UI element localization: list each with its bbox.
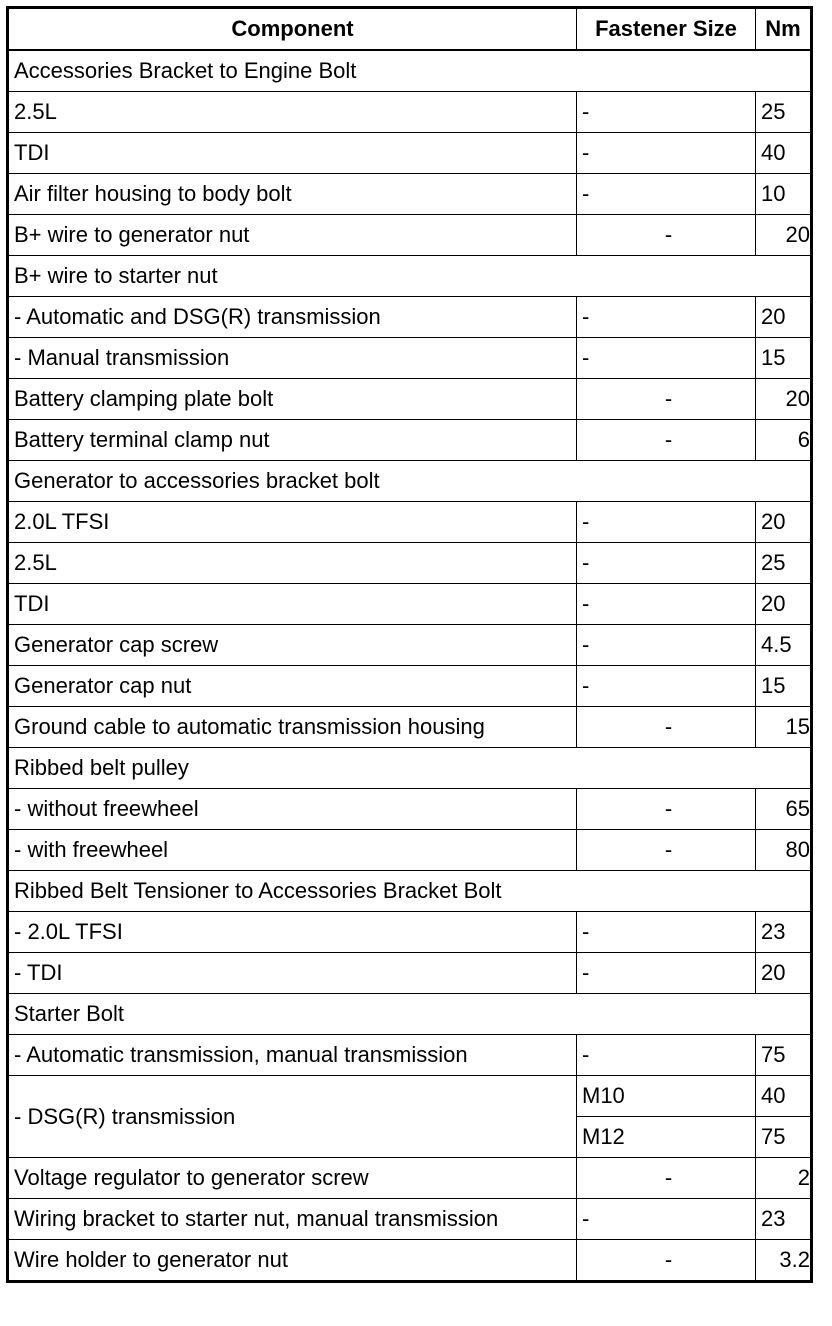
torque-cell: 65 (756, 789, 812, 830)
table-row (8, 502, 812, 543)
fastener-size-cell: - (577, 174, 756, 215)
group-heading: Starter Bolt (8, 994, 812, 1035)
table-row-group-heading (8, 748, 812, 789)
torque-cell: 40 (756, 1076, 812, 1117)
fastener-size-cell: - (577, 953, 756, 994)
table-row (8, 174, 812, 215)
torque-cell: 15 (756, 707, 812, 748)
torque-cell: 15 (756, 666, 812, 707)
component-cell: Generator cap screw (8, 625, 577, 666)
table-row (8, 625, 812, 666)
column-header-component: Component (8, 8, 577, 51)
fastener-size-cell: - (577, 297, 756, 338)
table-row (8, 133, 812, 174)
component-cell: Voltage regulator to generator screw (8, 1158, 577, 1199)
fastener-size-cell: - (577, 133, 756, 174)
component-cell: Battery clamping plate bolt (8, 379, 577, 420)
torque-cell: 75 (756, 1035, 812, 1076)
table-row (8, 1035, 812, 1076)
table-row (8, 297, 812, 338)
table-row (8, 1240, 812, 1282)
group-heading: Ribbed belt pulley (8, 748, 812, 789)
component-cell: - Manual transmission (8, 338, 577, 379)
component-cell: Generator cap nut (8, 666, 577, 707)
torque-cell: 20 (756, 297, 812, 338)
component-cell: - with freewheel (8, 830, 577, 871)
table-row (8, 379, 812, 420)
torque-cell: 3.2 (756, 1240, 812, 1282)
table-row (8, 543, 812, 584)
torque-cell: 25 (756, 543, 812, 584)
fastener-size-cell: M10 (577, 1076, 756, 1117)
torque-cell: 25 (756, 92, 812, 133)
component-cell: - TDI (8, 953, 577, 994)
fastener-size-cell: - (577, 1240, 756, 1282)
table-row-group-heading (8, 50, 812, 92)
table-row-group-heading (8, 994, 812, 1035)
fastener-size-cell: - (577, 830, 756, 871)
table-row (8, 584, 812, 625)
table-row (8, 420, 812, 461)
component-cell: Ground cable to automatic transmission housing (8, 707, 577, 748)
column-header-nm: Nm (756, 8, 812, 51)
fastener-size-cell: - (577, 1158, 756, 1199)
component-cell: - 2.0L TFSI (8, 912, 577, 953)
fastener-size-cell: - (577, 584, 756, 625)
component-cell: - DSG(R) transmission (8, 1076, 577, 1158)
component-cell: Air filter housing to body bolt (8, 174, 577, 215)
component-cell: - without freewheel (8, 789, 577, 830)
torque-cell: 40 (756, 133, 812, 174)
group-heading: Generator to accessories bracket bolt (8, 461, 812, 502)
table-row (8, 912, 812, 953)
group-heading: B+ wire to starter nut (8, 256, 812, 297)
fastener-size-cell: - (577, 502, 756, 543)
component-cell: Battery terminal clamp nut (8, 420, 577, 461)
fastener-size-cell: - (577, 1035, 756, 1076)
fastener-size-cell: - (577, 215, 756, 256)
column-header-fastener-size: Fastener Size (577, 8, 756, 51)
torque-cell: 2 (756, 1158, 812, 1199)
table-row (8, 1076, 812, 1117)
component-cell: Wire holder to generator nut (8, 1240, 577, 1282)
fastener-size-cell: - (577, 379, 756, 420)
table-row (8, 830, 812, 871)
table-row-group-heading (8, 256, 812, 297)
table-row (8, 789, 812, 830)
table-row (8, 338, 812, 379)
table-row (8, 1158, 812, 1199)
torque-cell: 80 (756, 830, 812, 871)
fastener-size-cell: - (577, 92, 756, 133)
table-row (8, 92, 812, 133)
group-heading: Accessories Bracket to Engine Bolt (8, 50, 812, 92)
fastener-size-cell: M12 (577, 1117, 756, 1158)
table-header-row (8, 8, 812, 51)
component-cell: Wiring bracket to starter nut, manual transmission (8, 1199, 577, 1240)
fastener-size-cell: - (577, 789, 756, 830)
component-cell: TDI (8, 133, 577, 174)
table-row (8, 953, 812, 994)
table-row-group-heading (8, 871, 812, 912)
component-cell: 2.5L (8, 92, 577, 133)
component-cell: TDI (8, 584, 577, 625)
fastener-size-cell: - (577, 625, 756, 666)
table-row (8, 1199, 812, 1240)
torque-cell: 20 (756, 584, 812, 625)
table-row (8, 707, 812, 748)
torque-cell: 6 (756, 420, 812, 461)
torque-cell: 20 (756, 953, 812, 994)
fastener-size-cell: - (577, 543, 756, 584)
torque-cell: 75 (756, 1117, 812, 1158)
fastener-size-cell: - (577, 666, 756, 707)
torque-cell: 23 (756, 912, 812, 953)
component-cell: 2.5L (8, 543, 577, 584)
torque-cell: 20 (756, 379, 812, 420)
component-cell: 2.0L TFSI (8, 502, 577, 543)
torque-cell: 10 (756, 174, 812, 215)
component-cell: B+ wire to generator nut (8, 215, 577, 256)
torque-spec-table (6, 6, 813, 1283)
component-cell: - Automatic transmission, manual transmission (8, 1035, 577, 1076)
fastener-size-cell: - (577, 707, 756, 748)
group-heading: Ribbed Belt Tensioner to Accessories Bracket Bolt (8, 871, 812, 912)
torque-cell: 20 (756, 215, 812, 256)
table-row-group-heading (8, 461, 812, 502)
torque-cell: 15 (756, 338, 812, 379)
fastener-size-cell: - (577, 912, 756, 953)
torque-cell: 20 (756, 502, 812, 543)
torque-cell: 4.5 (756, 625, 812, 666)
component-cell: - Automatic and DSG(R) transmission (8, 297, 577, 338)
fastener-size-cell: - (577, 1199, 756, 1240)
table-row (8, 666, 812, 707)
fastener-size-cell: - (577, 338, 756, 379)
table-row (8, 215, 812, 256)
torque-cell: 23 (756, 1199, 812, 1240)
fastener-size-cell: - (577, 420, 756, 461)
